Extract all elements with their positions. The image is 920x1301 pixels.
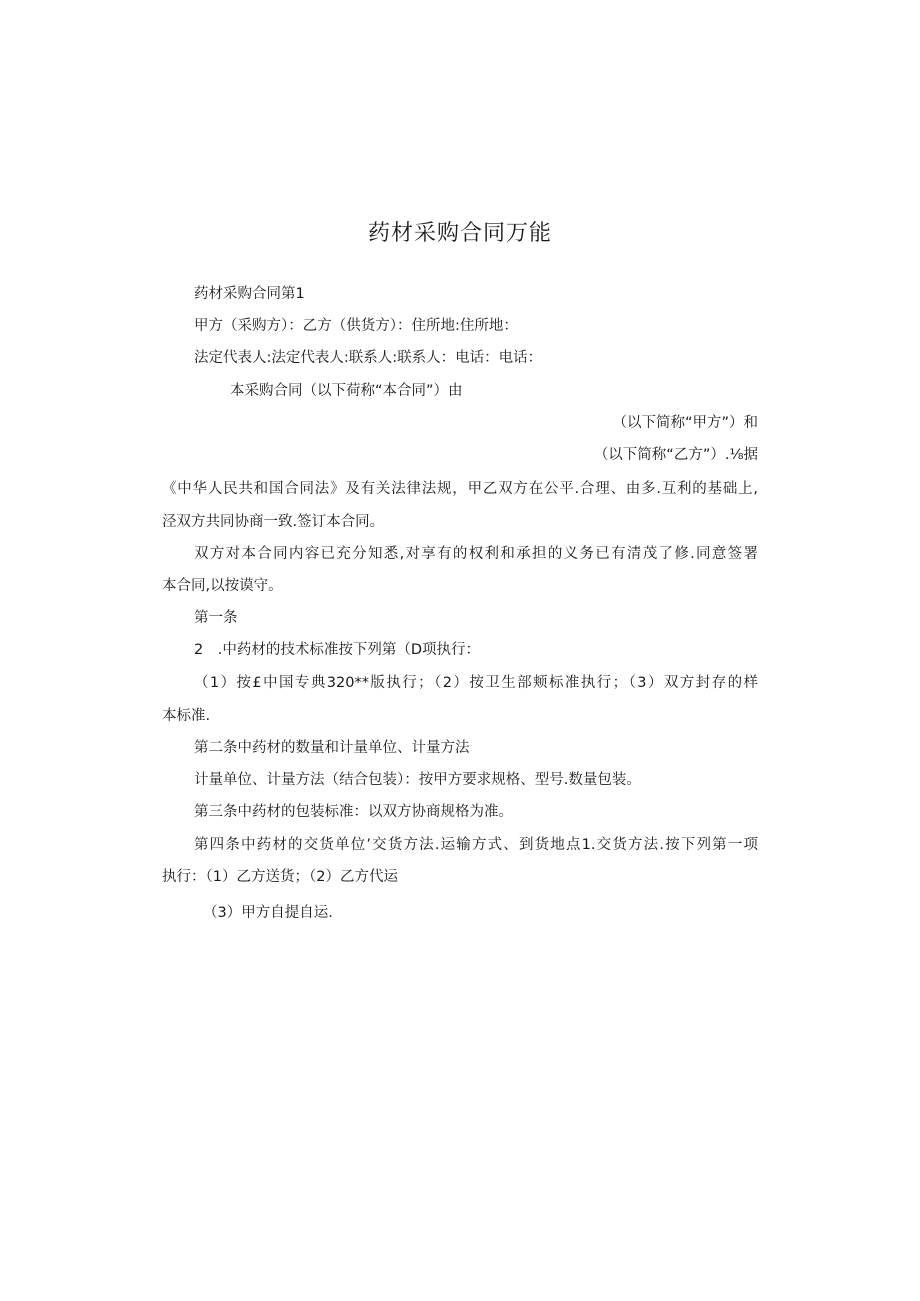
law-paragraph-line-1: 《中华人民共和国合同法》及有关法律法规，甲乙双方在公平.合理、由多.互利的基础上, bbox=[162, 481, 758, 497]
law-paragraph-line-2: 泾双方共同协商一致.签订本合同。 bbox=[162, 514, 385, 530]
document-title: 药材采购合同万能 bbox=[367, 221, 552, 246]
article-2-body: 计量单位、计量方法（结合包装）：按甲方要求规格、型号.数量包装。 bbox=[194, 772, 641, 788]
parties-line: 甲方（采购方）：乙方（供货方）：住所地:住所地： bbox=[194, 318, 518, 334]
agree-paragraph-line-2: 本合同,以按谟守。 bbox=[162, 578, 283, 594]
agree-paragraph-line-1: 双方对本合同内容已充分知悉,对享有的权利和承担的义务已有清茂了修.同意签署 bbox=[194, 546, 758, 562]
intro-line: 本采购合同（以下荷称“本合同”）由 bbox=[230, 383, 463, 399]
contacts-line: 法定代表人:法定代表人:联系人:联系人：电话：电话： bbox=[194, 350, 543, 366]
standards-line-2: 本标准. bbox=[162, 708, 211, 724]
article-1-heading: 第一条 bbox=[194, 610, 238, 626]
article-2-heading: 第二条中药材的数量和计量单位、计量方法 bbox=[194, 740, 470, 756]
party-a-line: （以下简称“甲方”）和 bbox=[612, 415, 758, 431]
article-4-line-2: 执行：（1）乙方送货；（2）乙方代运 bbox=[162, 869, 398, 885]
article-4-line-1: 第四条中药材的交货单位’交货方法.运输方式、到货地点1.交货方法.按下列第一项 bbox=[194, 837, 758, 853]
party-b-line: （以下简称“乙方”）.⅛据 bbox=[593, 447, 758, 463]
article-4-line-3: （3）甲方自提自运. bbox=[203, 905, 333, 921]
article-1-item: 2 .中药材的技术标准按下列第（D项执行： bbox=[194, 642, 480, 658]
standards-line-1: （1）按£中国专典320**版执行；（2）按卫生部颊标准执行；（3）双方封存的样 bbox=[194, 675, 758, 691]
contract-subtitle: 药材采购合同第1 bbox=[194, 286, 305, 302]
article-3: 第三条中药材的包装标准：以双方协商规格为准。 bbox=[194, 804, 513, 820]
